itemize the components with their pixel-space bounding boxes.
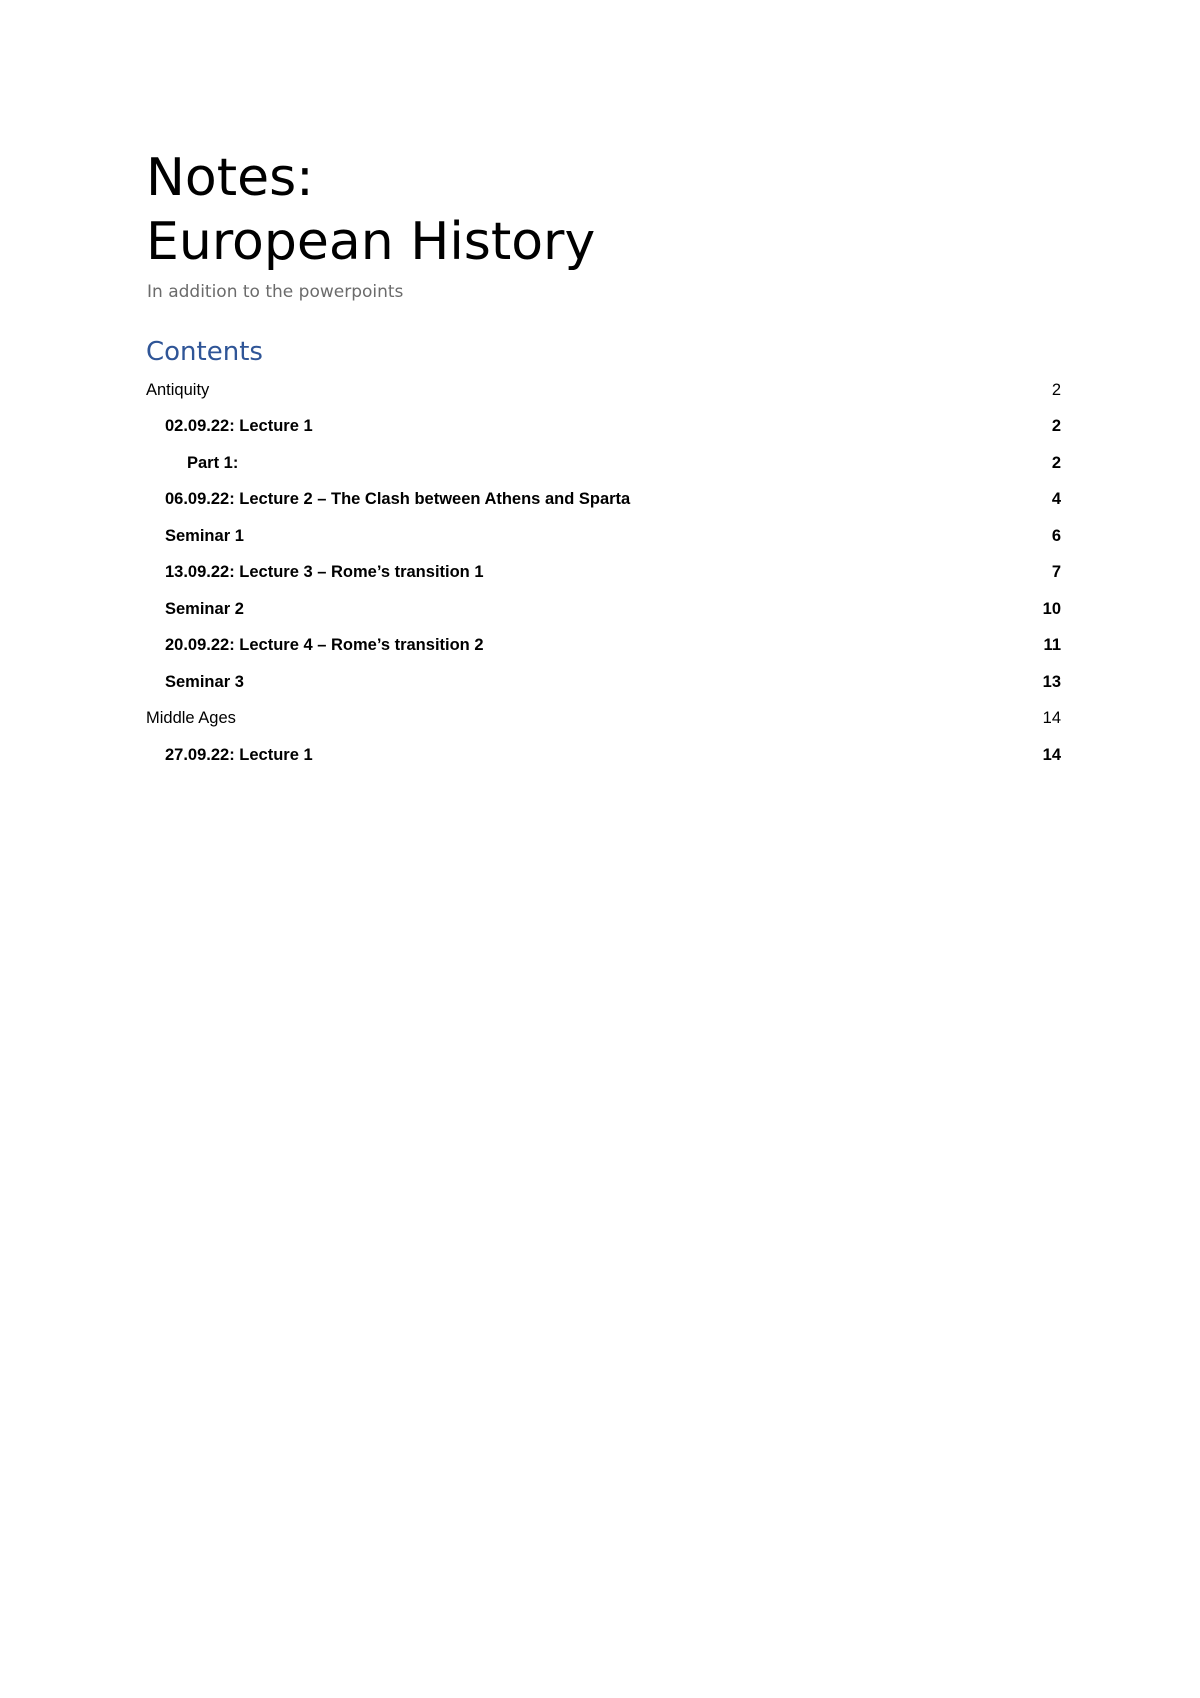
toc-entry-antiquity[interactable] bbox=[146, 372, 1061, 409]
toc-entry-label: Seminar 3 bbox=[165, 672, 244, 691]
toc-entry-page: 4 bbox=[1051, 490, 1061, 509]
toc-entry-lecture-4[interactable] bbox=[146, 628, 1061, 665]
toc-entry-label: 27.09.22: Lecture 1 bbox=[165, 745, 313, 764]
toc-entry-label: 06.09.22: Lecture 2 – The Clash between Athens and Sparta bbox=[165, 490, 631, 509]
toc-entry-page: 14 bbox=[1042, 709, 1061, 728]
toc-entry-page: 13 bbox=[1042, 672, 1061, 691]
toc-entry-lecture-1[interactable] bbox=[146, 409, 1061, 446]
contents-heading: Contents bbox=[146, 337, 263, 367]
toc-entry-page: 6 bbox=[1051, 526, 1061, 545]
toc-entry-page: 2 bbox=[1051, 453, 1061, 472]
toc-entry-page: 7 bbox=[1051, 563, 1061, 582]
toc-entry-label: Part 1: bbox=[187, 453, 239, 472]
toc-entry-label: Middle Ages bbox=[146, 709, 236, 728]
toc-entry-middle-ages-lecture-1[interactable] bbox=[146, 737, 1061, 774]
toc-entry-label: 13.09.22: Lecture 3 – Rome’s transition 1 bbox=[165, 563, 484, 582]
title-line-subject: European History bbox=[146, 212, 596, 272]
toc-entry-middle-ages[interactable] bbox=[146, 701, 1061, 738]
toc-entry-part-1[interactable] bbox=[146, 445, 1061, 482]
title-line-notes: Notes: bbox=[146, 148, 314, 208]
toc-entry-page: 11 bbox=[1043, 636, 1061, 655]
toc-entry-seminar-3[interactable] bbox=[146, 664, 1061, 701]
toc-entry-page: 2 bbox=[1051, 417, 1061, 436]
toc-entry-seminar-1[interactable] bbox=[146, 518, 1061, 555]
toc-entry-label: Seminar 1 bbox=[165, 526, 244, 545]
toc-entry-page: 14 bbox=[1042, 745, 1061, 764]
toc-entry-label: 20.09.22: Lecture 4 – Rome’s transition 2 bbox=[165, 636, 484, 655]
toc-entry-page: 2 bbox=[1051, 380, 1061, 399]
toc-entry-label: Seminar 2 bbox=[165, 599, 244, 618]
document-title bbox=[146, 146, 595, 274]
toc-entry-page: 10 bbox=[1042, 599, 1061, 618]
table-of-contents bbox=[146, 372, 1061, 774]
document-subtitle: In addition to the powerpoints bbox=[147, 282, 404, 302]
toc-entry-lecture-3[interactable] bbox=[146, 555, 1061, 592]
toc-entry-label: Antiquity bbox=[146, 380, 210, 399]
toc-entry-lecture-2[interactable] bbox=[146, 482, 1061, 519]
toc-entry-seminar-2[interactable] bbox=[146, 591, 1061, 628]
toc-entry-label: 02.09.22: Lecture 1 bbox=[165, 417, 313, 436]
